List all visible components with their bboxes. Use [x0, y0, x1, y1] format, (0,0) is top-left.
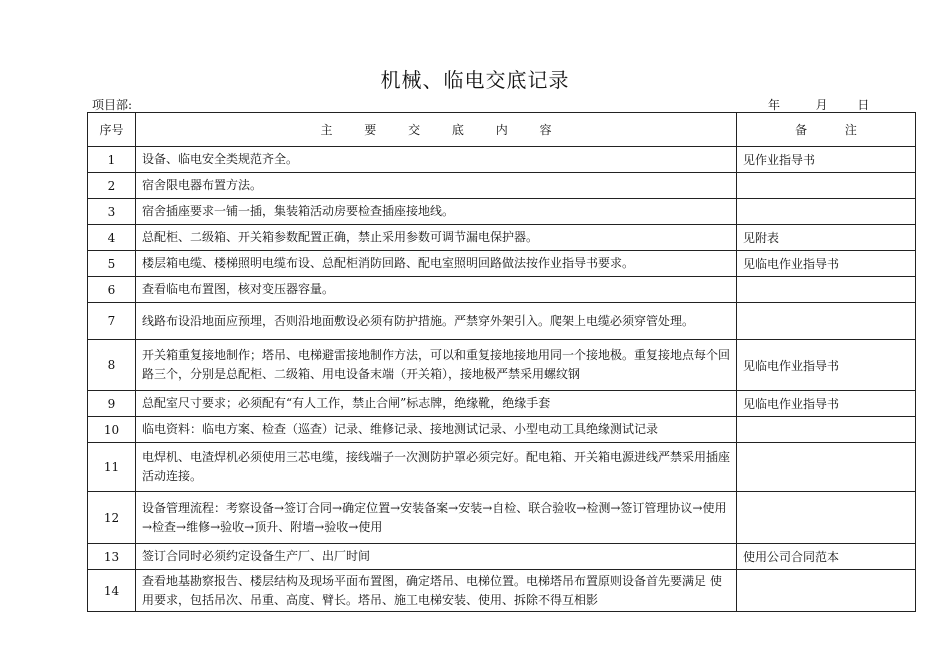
row-number: 3 [88, 199, 136, 225]
row-note [737, 199, 916, 225]
row-content: 查看地基勘察报告、楼层结构及现场平面布置图，确定塔吊、电梯位置。电梯塔吊布置原则设备首先要满足 使用要求，包括吊次、吊重、高度、臂长。塔吊、施工电梯安装、使用、拆除不得互相影 [136, 570, 737, 612]
row-note: 见临电作业指导书 [737, 391, 916, 417]
row-content: 设备管理流程：考察设备→签订合同→确定位置→安装备案→安装→自检、联合验收→检测→签订管理协议→使用→检查→维修→验收→顶升、附墙→验收→使用 [136, 492, 737, 544]
table-row [88, 147, 916, 173]
row-note: 见临电作业指导书 [737, 340, 916, 391]
table-row [88, 544, 916, 570]
row-number: 13 [88, 544, 136, 570]
row-content: 总配室尺寸要求；必须配有“有人工作，禁止合闸”标志牌，绝缘靴，绝缘手套 [136, 391, 737, 417]
header-num: 序号 [88, 113, 136, 147]
row-number: 9 [88, 391, 136, 417]
row-number: 2 [88, 173, 136, 199]
row-content: 签订合同时必须约定设备生产厂、出厂时间 [136, 544, 737, 570]
row-content: 线路布设沿地面应预埋，否则沿地面敷设必须有防护措施。严禁穿外架引入。爬架上电缆必须穿管处理。 [136, 303, 737, 340]
row-note [737, 303, 916, 340]
row-number: 14 [88, 570, 136, 612]
row-content: 设备、临电安全类规范齐全。 [136, 147, 737, 173]
row-number: 8 [88, 340, 136, 391]
row-content: 宿舍限电器布置方法。 [136, 173, 737, 199]
table-header-row [88, 113, 916, 147]
row-note [737, 492, 916, 544]
row-number: 11 [88, 443, 136, 492]
row-number: 5 [88, 251, 136, 277]
record-table [87, 112, 916, 612]
project-label: 项目部: [92, 98, 133, 112]
header-note: 备 注 [737, 113, 916, 147]
date-month: 月 [815, 98, 828, 112]
row-number: 7 [88, 303, 136, 340]
table-row [88, 277, 916, 303]
header-content: 主 要 交 底 内 容 [136, 113, 737, 147]
row-content: 电焊机、电渣焊机必须使用三芯电缆，接线端子一次测防护罩必须完好。配电箱、开关箱电源进线严禁采用插座活动连接。 [136, 443, 737, 492]
table-row [88, 443, 916, 492]
row-number: 12 [88, 492, 136, 544]
table-row [88, 251, 916, 277]
table-row [88, 199, 916, 225]
row-number: 10 [88, 417, 136, 443]
row-content: 开关箱重复接地制作；塔吊、电梯避雷接地制作方法，可以和重复接地接地用同一个接地极。重复接地点每个回路三个，分别是总配柜、二级箱、用电设备末端（开关箱），接地极严禁采用螺纹钢 [136, 340, 737, 391]
table-row [88, 492, 916, 544]
date-line [768, 96, 869, 113]
row-note: 使用公司合同范本 [737, 544, 916, 570]
table-row [88, 391, 916, 417]
table-row [88, 225, 916, 251]
row-note: 见临电作业指导书 [737, 251, 916, 277]
row-note: 见作业指导书 [737, 147, 916, 173]
row-content: 总配柜、二级箱、开关箱参数配置正确，禁止采用参数可调节漏电保护器。 [136, 225, 737, 251]
row-note [737, 173, 916, 199]
table-row [88, 417, 916, 443]
row-note [737, 570, 916, 612]
table-body [88, 147, 916, 612]
table-row [88, 570, 916, 612]
row-content: 临电资料：临电方案、检查（巡查）记录、维修记录、接地测试记录、小型电动工具绝缘测试记录 [136, 417, 737, 443]
row-content: 楼层箱电缆、楼梯照明电缆布设、总配柜消防回路、配电室照明回路做法按作业指导书要求。 [136, 251, 737, 277]
row-content: 宿舍插座要求一铺一插，集装箱活动房要检查插座接地线。 [136, 199, 737, 225]
row-number: 6 [88, 277, 136, 303]
table-row [88, 173, 916, 199]
table-row [88, 303, 916, 340]
row-number: 1 [88, 147, 136, 173]
row-content: 查看临电布置图，核对变压器容量。 [136, 277, 737, 303]
page-title: 机械、临电交底记录 [380, 68, 570, 92]
row-number: 4 [88, 225, 136, 251]
row-note [737, 417, 916, 443]
row-note [737, 277, 916, 303]
table-row [88, 340, 916, 391]
row-note [737, 443, 916, 492]
date-year: 年 [768, 98, 781, 112]
date-day: 日 [857, 98, 870, 112]
row-note: 见附表 [737, 225, 916, 251]
